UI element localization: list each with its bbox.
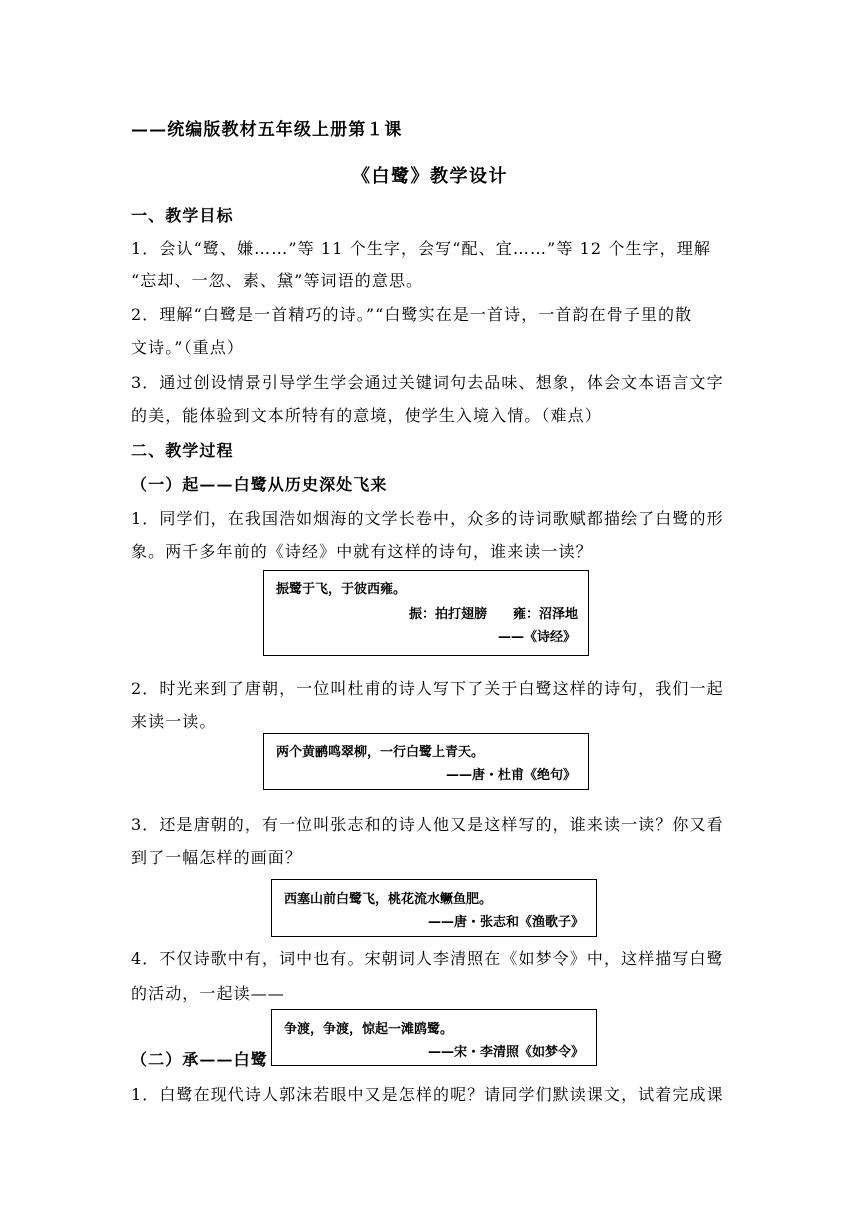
objective-line: 文诗。”（重点） — [131, 338, 244, 357]
quote-source: ——《诗经》 — [497, 630, 576, 645]
process-paragraph: 的活动，一起读—— — [131, 984, 285, 1003]
section1-heading: 一、教学目标 — [131, 206, 234, 225]
quote-box-yugezi — [271, 879, 597, 937]
quote-text: 争渡，争渡，惊起一滩鸥鹭。 — [284, 1022, 454, 1037]
quote-note: 振：拍打翅膀 雍：沼泽地 — [408, 607, 578, 622]
quote-text: 西塞山前白鹭飞，桃花流水鳜鱼肥。 — [284, 892, 493, 907]
part2-heading: （二）承——白鹭 — [131, 1050, 268, 1069]
objective-line: “忘却、一忽、素、黛”等词语的意思。 — [131, 271, 424, 290]
quote-source: ——唐・张志和《渔歌子》 — [427, 915, 584, 930]
quote-box-shijing — [263, 570, 589, 656]
objective-line: 3．通过创设情景引导学生学会通过关键词句去品味、想象，体会文本语言文字 — [131, 373, 724, 392]
quote-box-jueju — [263, 733, 589, 790]
process-paragraph: 3．还是唐朝的，有一位叫张志和的诗人他又是这样写的，谁来读一读？你又看 — [131, 815, 724, 834]
quote-box-rumengling — [271, 1009, 597, 1066]
process-paragraph: 1．白鹭在现代诗人郭沫若眼中又是怎样的呢？请同学们默读课文，试着完成课 — [131, 1085, 724, 1104]
part1-heading: （一）起——白鹭从历史深处飞来 — [131, 475, 388, 494]
section2-heading: 二、教学过程 — [131, 441, 234, 460]
process-paragraph: 2．时光来到了唐朝，一位叫杜甫的诗人写下了关于白鹭这样的诗句，我们一起 — [131, 679, 724, 698]
objective-line: 1．会认“鹭、嫌……”等 11 个生字，会写“配、宜……”等 12 个生字，理解 — [131, 239, 711, 258]
document-title: 《白鹭》教学设计 — [352, 166, 508, 187]
process-paragraph: 象。两千多年前的《诗经》中就有这样的诗句，谁来读一读？ — [131, 542, 593, 561]
process-paragraph: 4．不仅诗歌中有，词中也有。宋朝词人李清照在《如梦令》中，这样描写白鹭 — [131, 949, 724, 968]
quote-text: 振鹭于飞，于彼西雍。 — [276, 582, 407, 597]
objective-line: 2．理解“白鹭是一首精巧的诗。”“白鹭实在是一首诗，一首韵在骨子里的散 — [131, 305, 693, 324]
objective-line: 的美，能体验到文本所特有的意境，使学生入境入情。（难点） — [131, 406, 602, 425]
process-paragraph: 到了一幅怎样的画面？ — [131, 848, 303, 867]
quote-source: ——宋・李清照《如梦令》 — [427, 1045, 584, 1060]
process-paragraph: 1．同学们，在我国浩如烟海的文学长卷中，众多的诗词歌赋都描绘了白鹭的形 — [131, 509, 724, 528]
process-paragraph: 来读一读。 — [131, 712, 217, 731]
document-subtitle: ——统编版教材五年级上册第１课 — [131, 120, 403, 140]
quote-source: ——唐・杜甫《绝句》 — [445, 768, 576, 783]
quote-text: 两个黄鹂鸣翠柳，一行白鹭上青天。 — [276, 745, 485, 760]
